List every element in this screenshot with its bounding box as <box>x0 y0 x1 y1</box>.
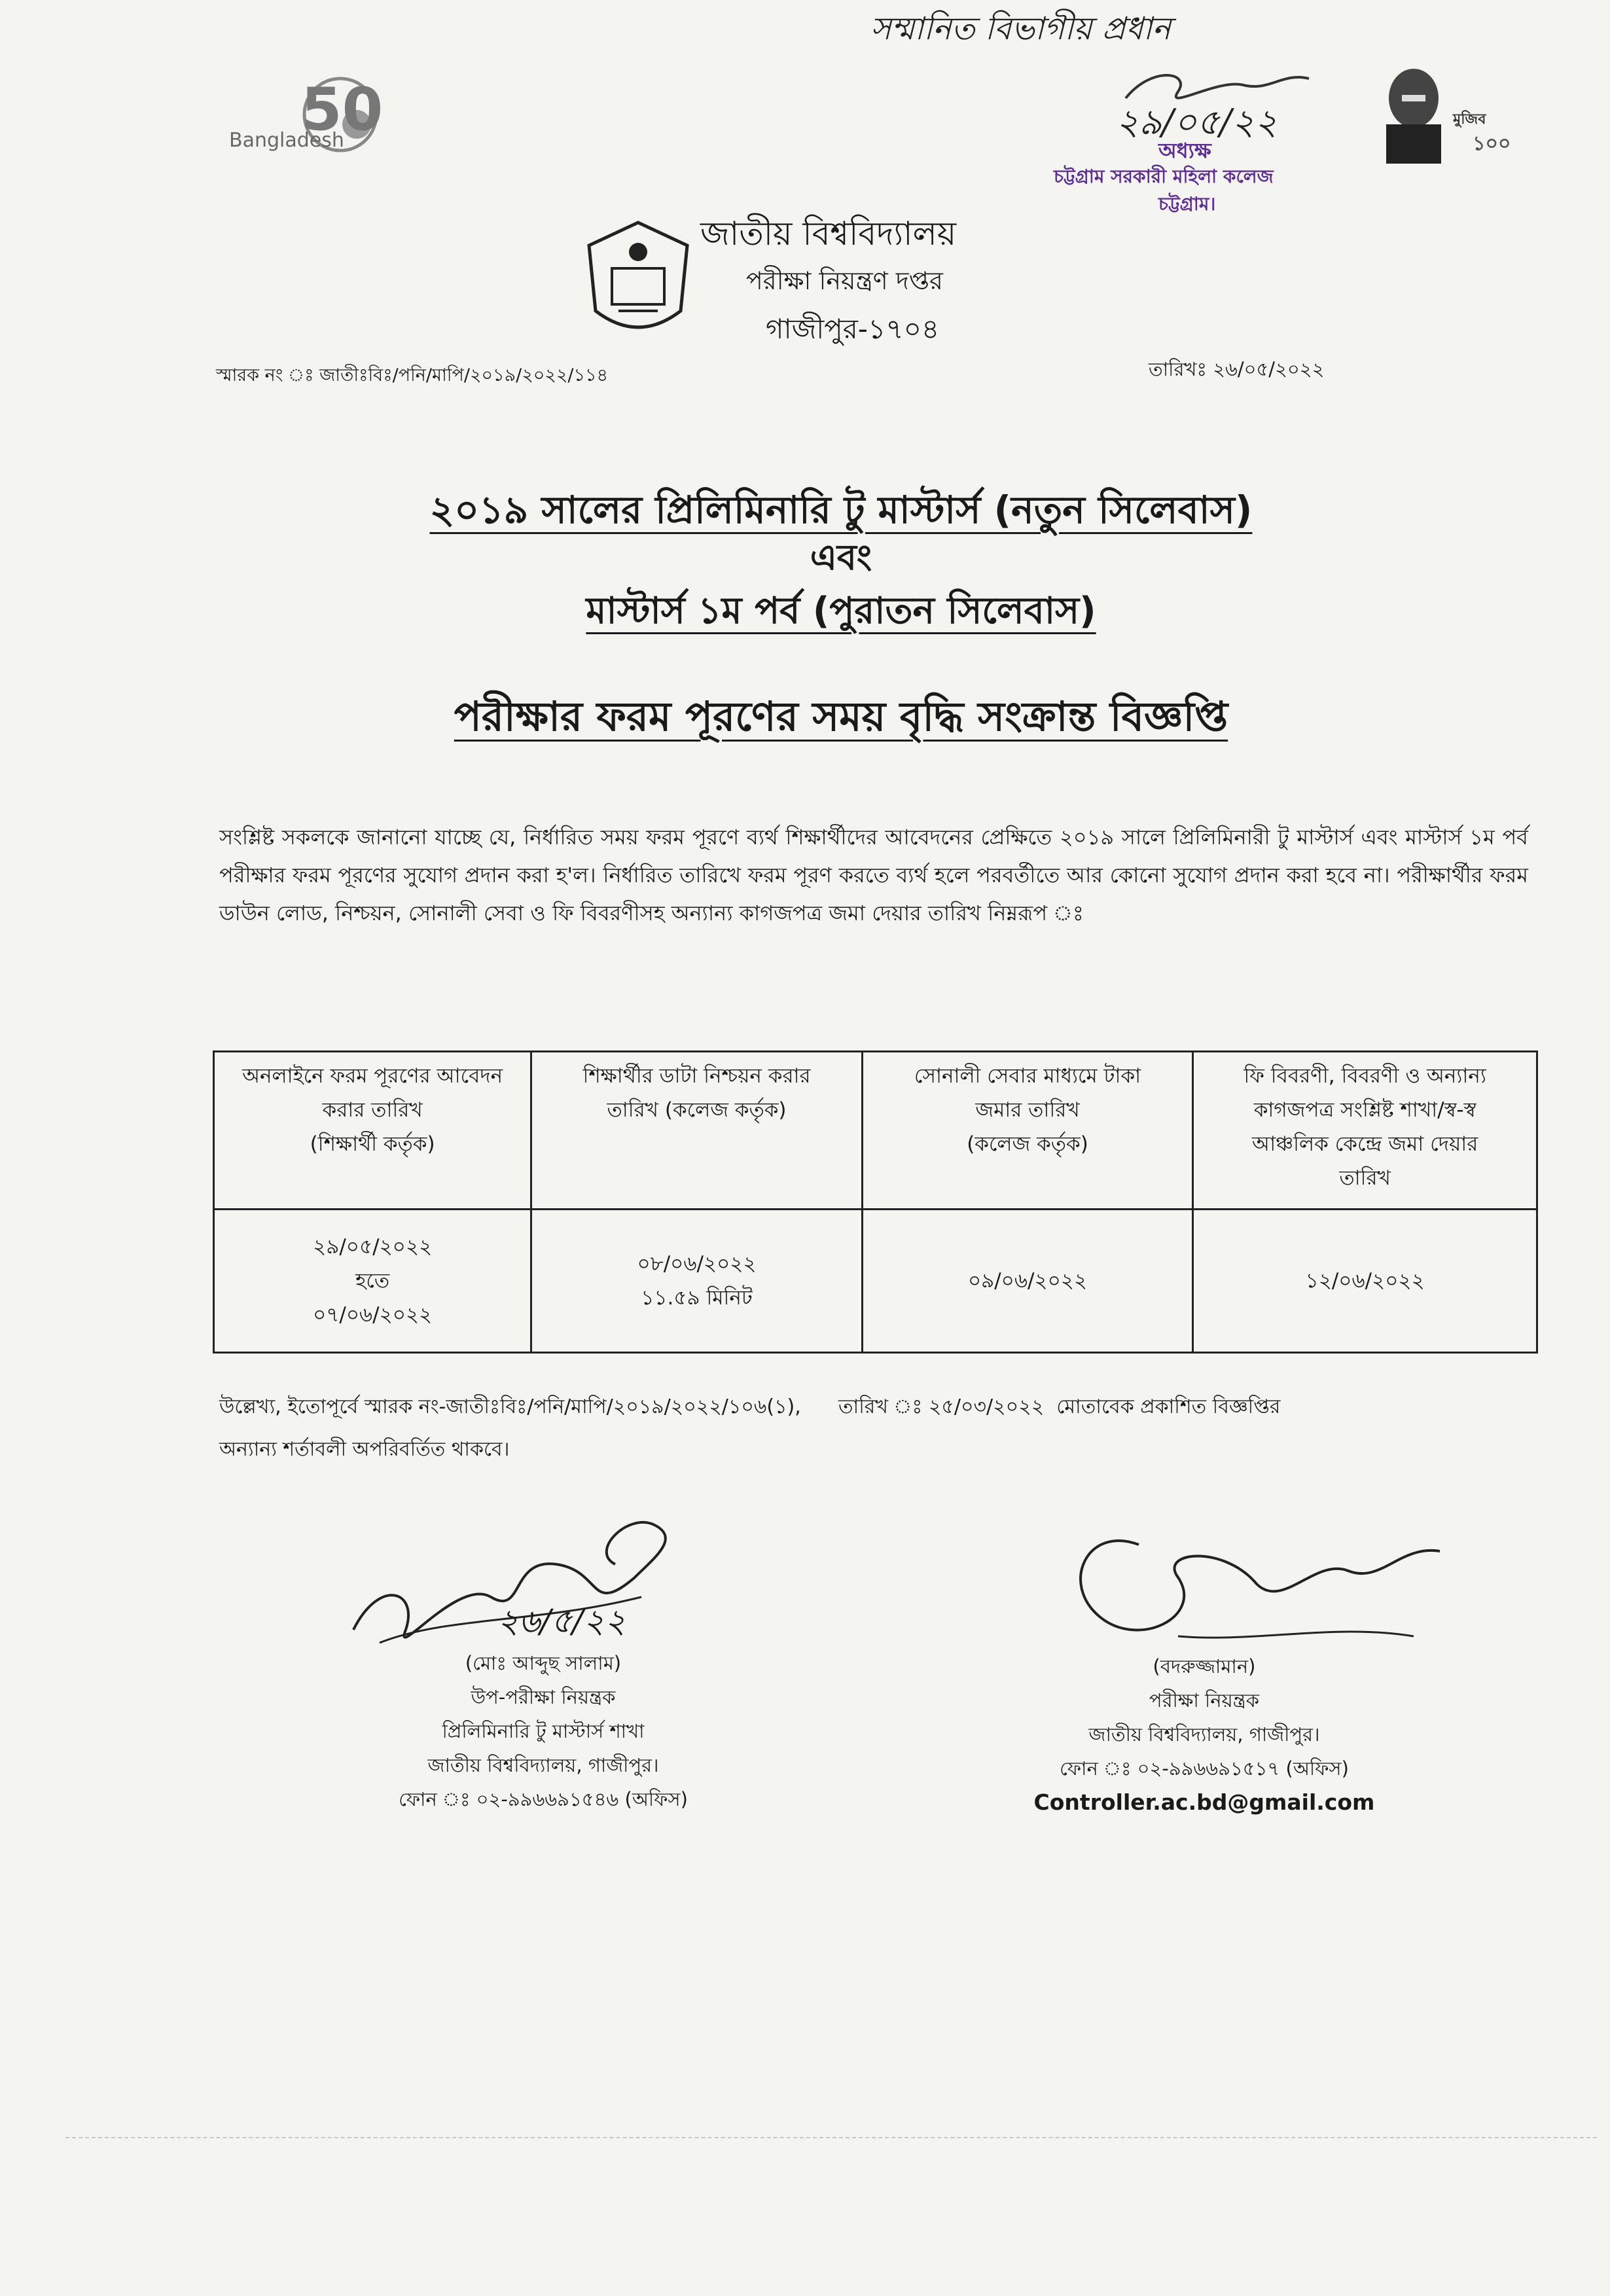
header-text: শিক্ষার্থীর ডাটা নিশ্চয়ন করার <box>582 1064 811 1088</box>
bottom-divider <box>65 2137 1597 2138</box>
title-line-3: মাস্টার্স ১ম পর্ব (পুরাতন সিলেবাস) <box>586 590 1096 632</box>
value-cell <box>1193 1210 1537 1353</box>
stamp-title: অধ্যক্ষ <box>1158 138 1211 163</box>
title-line-1: ২০১৯ সালের প্রিলিমিনারি টু মাস্টার্স (নতুন সিলেবাস) <box>429 488 1253 532</box>
deputy-controller-sign-date: ২৬/৫/২২ <box>497 1602 626 1640</box>
value-text: ১২/০৬/২০২২ <box>1305 1269 1425 1293</box>
mujib-100-number: ১০০ <box>1473 132 1511 155</box>
controller-designation: পরীক্ষা নিয়ন্ত্রক <box>1149 1689 1260 1712</box>
header-text: (কলেজ কর্তৃক) <box>967 1132 1088 1156</box>
header-text: কাগজপত্র সংশ্লিষ্ট শাখা/স্ব-স্ব <box>1253 1098 1476 1122</box>
university-name: জাতীয় বিশ্ববিদ্যালয় <box>700 215 957 253</box>
office-city: গাজীপুর-১৭০৪ <box>766 313 940 345</box>
deputy-controller-name: (মোঃ আব্দুছ সালাম) <box>465 1652 622 1674</box>
controller-phone: ফোন ঃ ০২-৯৯৬৬৯১৫১৭ (অফিস) <box>1060 1757 1349 1780</box>
header-text: সোনালী সেবার মাধ্যমে টাকা <box>914 1064 1141 1088</box>
mujib-100-label: মুজিব <box>1453 111 1486 128</box>
memo-number: স্মারক নং ঃ জাতীঃবিঃ/পনি/মাপি/২০১৯/২০২২/১১৪ <box>216 365 609 386</box>
stamp-date: ২৯/০৫/২২ <box>1116 101 1278 143</box>
stamp-college: চট্টগ্রাম সরকারী মহিলা কলেজ <box>1054 166 1274 187</box>
bangladesh-50-label: Bangladesh <box>229 129 344 152</box>
reference-note: উল্লেখ্য, ইতোপূর্বে স্মারক নং-জাতীঃবিঃ/পনি/মাপি/২০১৯/২০২২/১০৬(১), তারিখ ঃ ২৫/০৩/২০২২ মোতাবেক প্রকাশিত বিজ্ঞপ্তির <box>219 1395 1281 1418</box>
header-text: আঞ্চলিক কেন্দ্রে জমা দেয়ার <box>1251 1132 1478 1156</box>
controller-org: জাতীয় বিশ্ববিদ্যালয়, গাজীপুর। <box>1088 1723 1320 1746</box>
schedule-table <box>213 1050 1538 1354</box>
value-text: ০৯/০৬/২০২২ <box>967 1269 1088 1293</box>
deputy-controller-phone: ফোন ঃ ০২-৯৯৬৬৯১৫৪৬ (অফিস) <box>399 1788 688 1810</box>
value-text: ২৯/০৫/২০২২ <box>313 1235 433 1259</box>
header-text: তারিখ <box>1339 1166 1391 1190</box>
stamp-city: চট্টগ্রাম। <box>1158 193 1216 215</box>
controller-name: (বদরুজ্জামান) <box>1153 1655 1256 1677</box>
notice-body: সংশ্লিষ্ট সকলকে জানানো যাচ্ছে যে, নির্ধারিত সময় ফরম পূরণে ব্যর্থ শিক্ষার্থীদের আবেদনের প্রেক্ষিতে ২০১৯ সালে প্রিলিমিনারী টু মাস্টার্স এবং মাস্টার্স ১ম পর্ব পরীক্ষার ফরম পূরণের সুযোগ প্রদান করা হ'ল। নির্ধারিত তারিখে ফরম পূরণ করতে ব্যর্থ হলে পরবর্তীতে আর কোনো সুযোগ প্রদান করা হবে না। পরীক্ষার্থীর ফরম ডাউন লোড, নিশ্চয়ন, সোনালী সেবা ও ফি বিবরণীসহ অন্যান্য কাগজপত্র জমা দেয়ার তারিখ নিম্নরূপ ঃ <box>219 825 1528 925</box>
bangladesh-50-logo <box>229 69 399 167</box>
value-cell <box>862 1210 1193 1353</box>
bangladesh-50-number: 50 <box>301 75 384 144</box>
university-emblem-icon <box>582 219 694 344</box>
value-cell <box>531 1210 863 1353</box>
value-cell <box>214 1210 531 1353</box>
controller-signature-icon <box>1008 1505 1479 1662</box>
header-text: করার তারিখ <box>322 1098 423 1122</box>
deputy-controller-branch: প্রিলিমিনারি টু মাস্টার্স শাখা <box>442 1720 645 1742</box>
handwritten-note: সম্মানিত বিভাগীয় প্রধান <box>870 10 1172 47</box>
table-header-row <box>214 1052 1537 1210</box>
value-text: ০৭/০৬/২০২২ <box>313 1303 433 1327</box>
deputy-controller-org: জাতীয় বিশ্ববিদ্যালয়, গাজীপুর। <box>427 1754 659 1776</box>
controller-block <box>1021 1649 1387 1820</box>
deputy-controller-designation: উপ-পরীক্ষা নিয়ন্ত্রক <box>471 1686 616 1708</box>
notice-subject: পরীক্ষার ফরম পূরণের সময় বৃদ্ধি সংক্রান্ত বিজ্ঞপ্তি <box>454 692 1228 740</box>
controller-email: Controller.ac.bd@gmail.com <box>1033 1789 1375 1815</box>
portrait-icon <box>1374 62 1453 167</box>
value-text: হতে <box>355 1269 390 1293</box>
header-text: অনলাইনে ফরম পূরণের আবেদন <box>242 1064 503 1088</box>
header-cell <box>531 1052 863 1210</box>
header-text: জমার তারিখ <box>975 1098 1080 1122</box>
mujib-100-logo <box>1374 62 1518 167</box>
table-row <box>214 1210 1537 1353</box>
value-text: ০৮/০৬/২০২২ <box>637 1252 757 1276</box>
header-text: ফি বিবরণী, বিবরণী ও অন্যান্য <box>1243 1064 1486 1088</box>
value-text: ১১.৫৯ মিনিট <box>641 1286 753 1310</box>
deputy-controller-block <box>340 1646 746 1816</box>
title-line-2: এবং <box>810 537 872 578</box>
header-cell <box>214 1052 531 1210</box>
header-text: (শিক্ষার্থী কর্তৃক) <box>310 1132 435 1156</box>
reference-note-cont: অন্যান্য শর্তাবলী অপরিবর্তিত থাকবে। <box>219 1438 510 1461</box>
header-text: তারিখ (কলেজ কর্তৃক) <box>607 1098 787 1122</box>
office-name: পরীক্ষা নিয়ন্ত্রণ দপ্তর <box>746 266 943 295</box>
header-cell <box>862 1052 1193 1210</box>
header-cell <box>1193 1052 1537 1210</box>
issue-date: তারিখঃ ২৬/০৫/২০২২ <box>1149 358 1325 380</box>
